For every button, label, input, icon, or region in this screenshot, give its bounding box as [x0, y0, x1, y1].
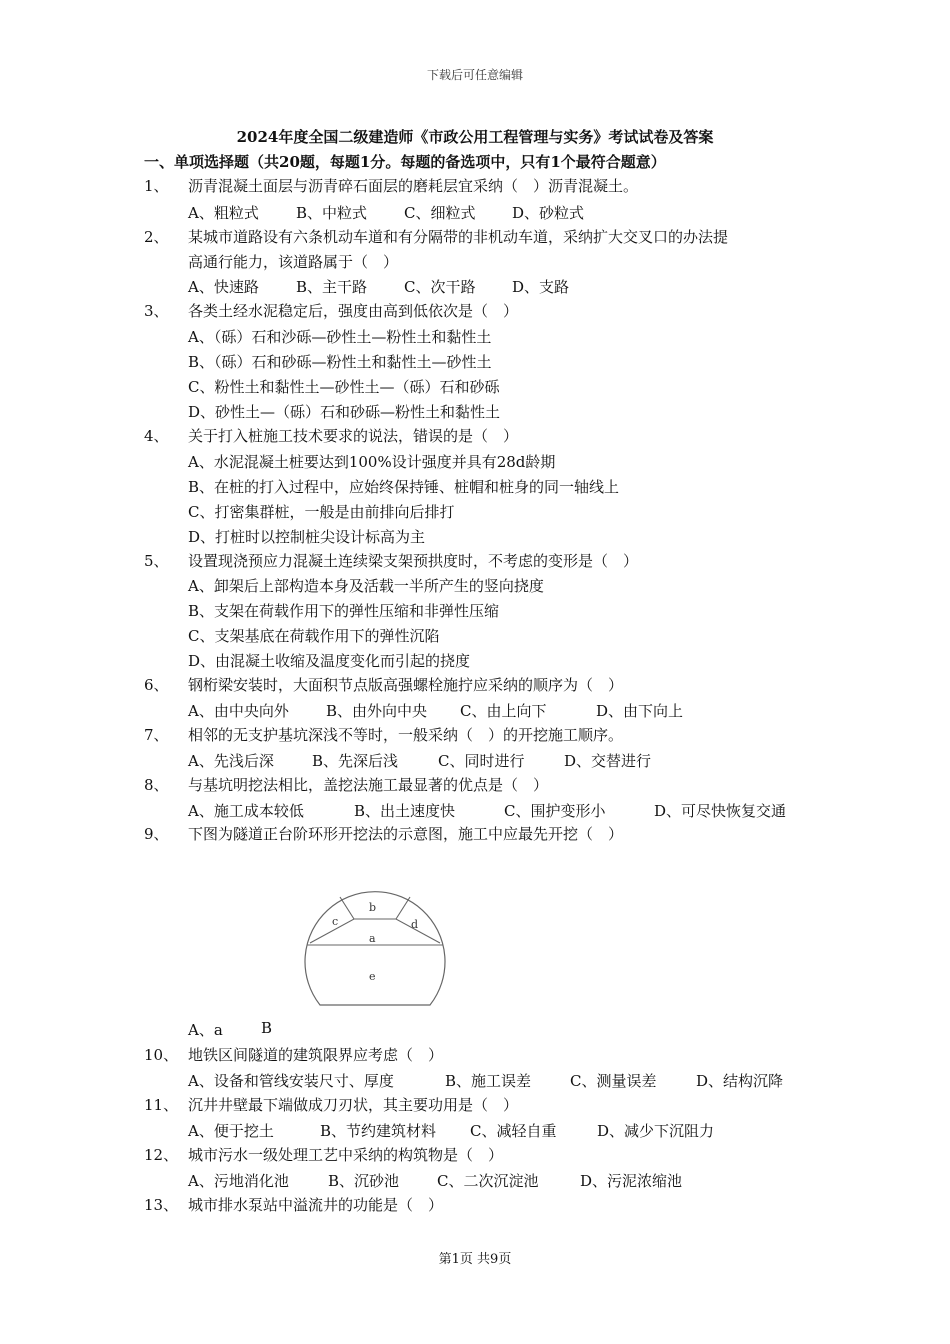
option-b: B、中粒式	[296, 204, 368, 222]
question-number: 4、	[144, 427, 169, 445]
option-b: B、由外向中央	[326, 702, 428, 720]
question-number: 8、	[144, 776, 169, 794]
question-number: 1、	[144, 177, 169, 195]
option-c: C、二次沉淀池	[437, 1172, 539, 1190]
question-3	[144, 299, 518, 324]
question-text: 设置现浇预应力混凝土连续梁支架预拱度时，不考虑的变形是（ ）	[188, 552, 639, 570]
question-text: 某城市道路设有六条机动车道和有分隔带的非机动车道，采纳扩大交叉口的办法提	[188, 228, 729, 246]
option-a: A、先浅后深	[188, 752, 274, 770]
question-text: 下图为隧道正台阶环形开挖法的示意图，施工中应最先开挖（ ）	[188, 825, 624, 843]
option-c: C、打密集群桩，一般是由前排向后排打	[188, 503, 455, 521]
question-number: 3、	[144, 302, 169, 320]
option-b: B、沉砂池	[328, 1172, 400, 1190]
option-c: C、围护变形小	[504, 802, 606, 820]
option-b: B、施工误差	[445, 1072, 532, 1090]
label-c: c	[332, 915, 339, 928]
option-d: D、结构沉降	[696, 1072, 784, 1090]
question-number: 11、	[144, 1096, 179, 1114]
option-c: C、由上向下	[460, 702, 547, 720]
question-9	[144, 822, 623, 847]
page-header: 下载后可任意编辑	[426, 68, 523, 82]
option-a: A、由中央向外	[188, 702, 289, 720]
question-text: 城市排水泵站中溢流井的功能是（ ）	[188, 1196, 444, 1214]
option-d: D、打桩时以控制桩尖设计标高为主	[188, 528, 426, 546]
division-line	[340, 897, 354, 919]
option-d: D、支路	[512, 278, 570, 296]
label-e: e	[369, 970, 376, 983]
question-text: 地铁区间隧道的建筑限界应考虑（ ）	[188, 1046, 444, 1064]
question-12	[144, 1143, 503, 1168]
option-b: B、主干路	[296, 278, 368, 296]
option-b: B	[261, 1019, 273, 1037]
option-b: B、在桩的打入过程中，应始终保持锤、桩帽和桩身的同一轴线上	[188, 478, 620, 496]
option-a: A、（砾）石和沙砾—砂性土—粉性土和黏性土	[188, 328, 492, 346]
question-number: 13、	[144, 1196, 179, 1214]
option-a: A、粗粒式	[188, 204, 259, 222]
question-8	[144, 773, 548, 798]
option-a: A、卸架后上部构造本身及活载一半所产生的竖向挠度	[188, 577, 544, 595]
option-d: D、交替进行	[564, 752, 652, 770]
question-number: 7、	[144, 726, 169, 744]
division-line	[396, 897, 410, 919]
option-c: C、同时进行	[438, 752, 525, 770]
question-text: 与基坑明挖法相比，盖挖法施工最显著的优点是（ ）	[188, 776, 549, 794]
option-a: A、设备和管线安装尺寸、厚度	[188, 1072, 394, 1090]
section-heading: 一、单项选择题（共20题，每题1分。每题的备选项中，只有1个最符合题意）	[144, 153, 666, 171]
question-text: 城市污水一级处理工艺中采纳的构筑物是（ ）	[188, 1146, 504, 1164]
option-d: D、污泥浓缩池	[580, 1172, 683, 1190]
question-number: 9、	[144, 825, 169, 843]
question-number: 12、	[144, 1146, 179, 1164]
question-1	[144, 174, 638, 199]
option-a: A、便于挖土	[188, 1122, 274, 1140]
option-a: A、水泥混凝土桩要达到100%设计强度并具有28d龄期	[188, 453, 556, 471]
question-11	[144, 1093, 518, 1118]
question-text-continued: 高通行能力，该道路属于（ ）	[188, 253, 399, 271]
label-d: d	[411, 918, 419, 931]
question-text: 相邻的无支护基坑深浅不等时，一般采纳（ ）的开挖施工顺序。	[188, 726, 624, 744]
option-d: D、由下向上	[596, 702, 684, 720]
question-text: 关于打入桩施工技术要求的说法，错误的是（ ）	[188, 427, 519, 445]
option-d: D、由混凝土收缩及温度变化而引起的挠度	[188, 652, 471, 670]
question-6	[144, 673, 623, 698]
question-text: 沥青混凝土面层与沥青碎石面层的磨耗层宜采纳（ ）沥青混凝土。	[188, 177, 639, 195]
option-b: B、支架在荷载作用下的弹性压缩和非弹性压缩	[188, 602, 500, 620]
question-10	[144, 1043, 443, 1068]
option-c: C、次干路	[404, 278, 476, 296]
question-text: 各类土经水泥稳定后，强度由高到低依次是（ ）	[188, 302, 519, 320]
option-d: D、砂性土—（砾）石和砂砾—粉性土和黏性土	[188, 403, 501, 421]
option-b: B、先深后浅	[312, 752, 399, 770]
question-number: 5、	[144, 552, 169, 570]
option-c: C、测量误差	[570, 1072, 657, 1090]
option-c: C、粉性土和黏性土—砂性土—（砾）石和砂砾	[188, 378, 500, 396]
option-b: B、出土速度快	[354, 802, 456, 820]
option-d: D、砂粒式	[512, 204, 585, 222]
option-b: B、（砾）石和砂砾—粉性土和黏性土—砂性土	[188, 353, 492, 371]
page-footer: 第1页 共9页	[438, 1252, 512, 1267]
option-a: A、a	[188, 1021, 223, 1039]
option-a: A、施工成本较低	[188, 802, 304, 820]
question-13	[144, 1193, 443, 1218]
question-number: 10、	[144, 1046, 179, 1064]
question-5	[144, 549, 638, 574]
label-b: b	[369, 901, 377, 914]
option-d: D、可尽快恢复交通	[654, 802, 787, 820]
question-text: 沉井井壁最下端做成刀刃状，其主要功用是（ ）	[188, 1096, 519, 1114]
option-c: C、细粒式	[404, 204, 476, 222]
option-c: C、减轻自重	[470, 1122, 557, 1140]
question-number: 2、	[144, 228, 169, 246]
question-number: 6、	[144, 676, 169, 694]
label-a: a	[369, 932, 376, 945]
question-7	[144, 723, 623, 748]
exam-title: 2024年度全国二级建造师《市政公用工程管理与实务》考试试卷及答案	[236, 128, 714, 146]
option-d: D、减少下沉阻力	[597, 1122, 715, 1140]
question-text: 钢桁梁安装时，大面积节点版高强螺栓施拧应采纳的顺序为（ ）	[188, 676, 624, 694]
question-2	[144, 225, 728, 250]
question-4	[144, 424, 518, 449]
option-c: C、支架基底在荷载作用下的弹性沉陷	[188, 627, 440, 645]
tunnel-excavation-diagram	[300, 885, 450, 1010]
option-b: B、节约建筑材料	[320, 1122, 437, 1140]
option-a: A、污地消化池	[188, 1172, 289, 1190]
option-a: A、快速路	[188, 278, 259, 296]
